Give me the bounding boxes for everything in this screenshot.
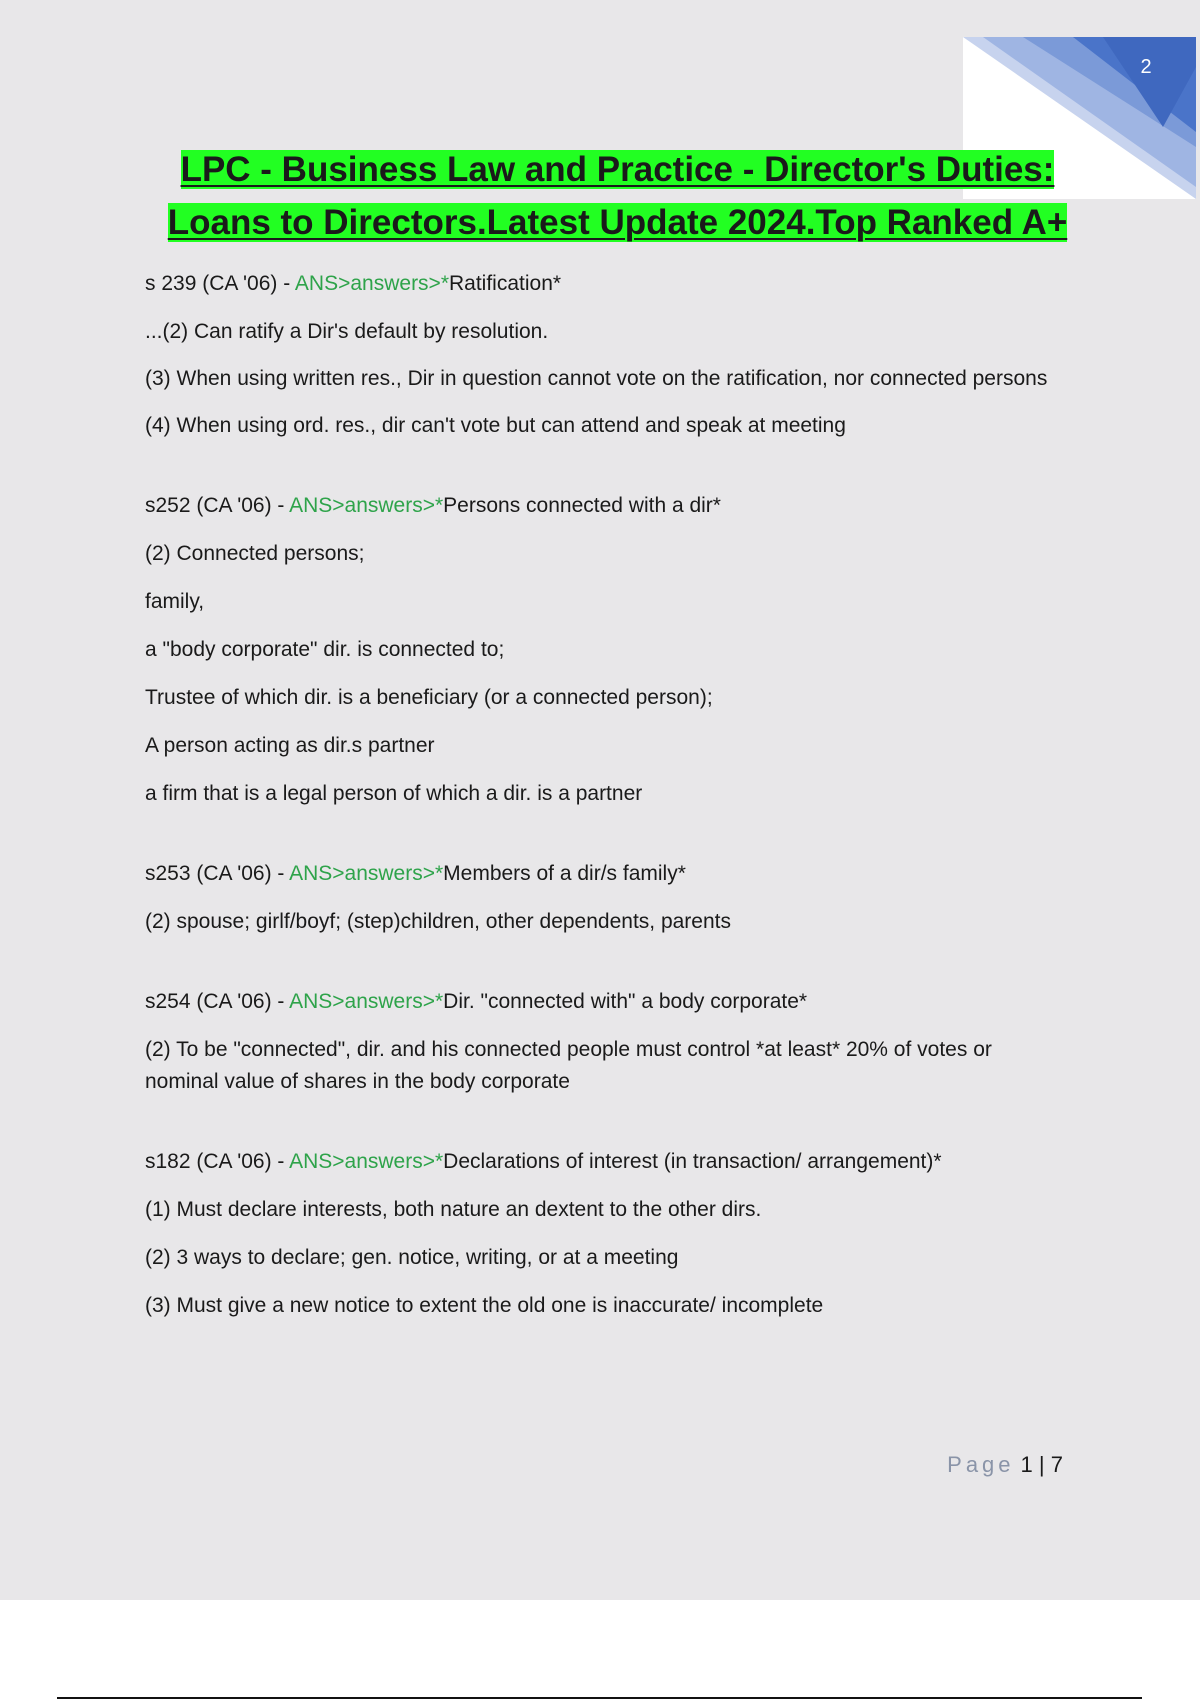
section-heading xyxy=(145,490,1065,522)
section-question: s253 (CA '06) - xyxy=(145,862,290,885)
section-line: (2) To be "connected", dir. and his connected people must control *at least* 20% of votes or nominal value of shares in the body corporate xyxy=(145,1038,992,1093)
section-heading xyxy=(145,268,1065,300)
next-page-rule xyxy=(57,1697,1142,1699)
document-title xyxy=(100,143,1135,249)
answer-label: ANS>answers>* xyxy=(289,1150,444,1173)
section-question: s 239 (CA '06) - xyxy=(145,272,295,295)
section-line: (2) spouse; girlf/boyf; (step)children, other dependents, parents xyxy=(145,910,731,933)
title-line-1: LPC - Business Law and Practice - Director's Duties: xyxy=(180,150,1055,189)
page-separator: | xyxy=(1038,1452,1045,1477)
page-footer xyxy=(947,1452,1063,1478)
section-line: Trustee of which dir. is a beneficiary (or a connected person); xyxy=(145,686,713,709)
answer-label: ANS>answers>* xyxy=(294,272,449,295)
answer-label: ANS>answers>* xyxy=(289,494,444,517)
answer-label: ANS>answers>* xyxy=(289,990,444,1013)
section-line: ...(2) Can ratify a Dir's default by resolution. xyxy=(145,320,549,343)
section-line: (2) 3 ways to declare; gen. notice, writing, or at a meeting xyxy=(145,1246,679,1269)
document-body xyxy=(145,268,1065,1338)
section-answer-heading: Declarations of interest (in transaction/ arrangement)* xyxy=(443,1150,942,1173)
section-heading xyxy=(145,1146,1065,1178)
section-heading xyxy=(145,858,1065,890)
section-question: s254 (CA '06) - xyxy=(145,990,290,1013)
section-answer-heading: Dir. "connected with" a body corporate* xyxy=(443,990,808,1013)
answer-label: ANS>answers>* xyxy=(289,862,444,885)
section-line: A person acting as dir.s partner xyxy=(145,734,435,757)
section-line: (3) Must give a new notice to extent the old one is inaccurate/ incomplete xyxy=(145,1294,824,1317)
section-line: family, xyxy=(145,590,205,613)
section-question: s252 (CA '06) - xyxy=(145,494,290,517)
section-line: (3) When using written res., Dir in question cannot vote on the ratification, nor connected persons xyxy=(145,367,1048,390)
section-line: a "body corporate" dir. is connected to; xyxy=(145,638,505,661)
page-total: 7 xyxy=(1050,1452,1063,1477)
section-line: a firm that is a legal person of which a dir. is a partner xyxy=(145,782,643,805)
page-current: 1 xyxy=(1020,1452,1033,1477)
section-answer-heading: Ratification* xyxy=(449,272,562,295)
page-word: Page xyxy=(947,1452,1015,1477)
section-answer-heading: Persons connected with a dir* xyxy=(443,494,721,517)
section-heading xyxy=(145,986,1065,1018)
corner-page-number: 2 xyxy=(1140,56,1152,78)
section-question: s182 (CA '06) - xyxy=(145,1150,290,1173)
section-line: (4) When using ord. res., dir can't vote but can attend and speak at meeting xyxy=(145,414,846,437)
section-answer-heading: Members of a dir/s family* xyxy=(443,862,686,885)
section-line: (2) Connected persons; xyxy=(145,542,365,565)
section-line: (1) Must declare interests, both nature an dextent to the other dirs. xyxy=(145,1198,762,1221)
title-line-2: Loans to Directors.Latest Update 2024.Top Ranked A+ xyxy=(167,203,1068,242)
